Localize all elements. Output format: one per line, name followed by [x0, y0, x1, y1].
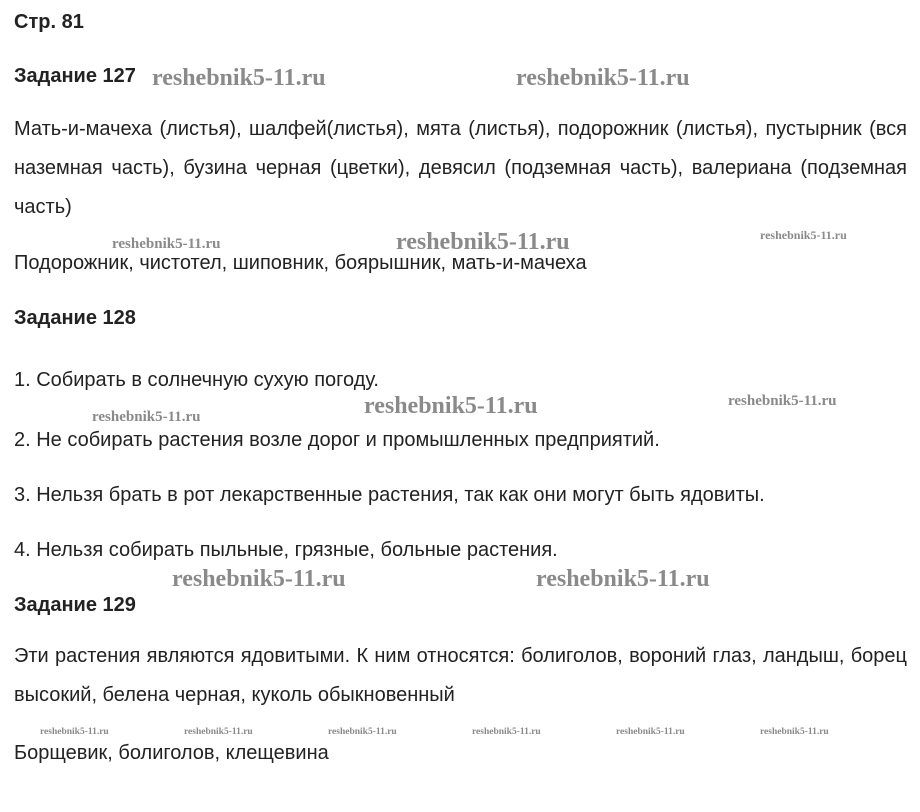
task-127-heading: Задание 127 [14, 65, 136, 87]
watermark: reshebnik5-11.ru [328, 727, 397, 737]
task-128-item-3: 3. Нельзя брать в рот лекарственные растения, так как они могут быть ядовиты. [14, 484, 765, 506]
watermark: reshebnik5-11.ru [760, 228, 847, 242]
task-128-item-4: 4. Нельзя собирать пыльные, грязные, больные растения. [14, 539, 558, 561]
watermark: reshebnik5-11.ru [112, 236, 221, 252]
task-127-answer-1: Мать-и-мачеха (листья), шалфей(листья), мята (листья), подорожник (листья), пустырник (вся наземная часть), бузина черная (цветки), девясил (подземная часть), валериана (подземная часть) [14, 118, 907, 218]
watermark: reshebnik5-11.ru [184, 727, 253, 737]
page-title: Стр. 81 [14, 11, 84, 33]
task-128-heading: Задание 128 [14, 307, 136, 329]
task-129-heading: Задание 129 [14, 594, 136, 616]
watermark: reshebnik5-11.ru [616, 727, 685, 737]
watermark: reshebnik5-11.ru [536, 566, 710, 592]
watermark: reshebnik5-11.ru [396, 229, 570, 255]
watermark: reshebnik5-11.ru [516, 65, 690, 91]
task-129-answer-1: Эти растения являются ядовитыми. К ним относятся: болиголов, вороний глаз, ландыш, борец высокий, белена черная, куколь обыкновенный [14, 645, 907, 706]
task-128-item-2: 2. Не собирать растения возле дорог и промышленных предприятий. [14, 429, 660, 451]
task-129-answer-2: Борщевик, болиголов, клещевина [14, 742, 329, 764]
watermark: reshebnik5-11.ru [40, 727, 109, 737]
watermark: reshebnik5-11.ru [472, 727, 541, 737]
watermark: reshebnik5-11.ru [760, 727, 829, 737]
watermark: reshebnik5-11.ru [364, 393, 538, 419]
watermark: reshebnik5-11.ru [92, 409, 201, 425]
watermark: reshebnik5-11.ru [728, 393, 837, 409]
task-128-item-1: 1. Собирать в солнечную сухую погоду. [14, 369, 379, 391]
watermark: reshebnik5-11.ru [172, 566, 346, 592]
watermark: reshebnik5-11.ru [152, 65, 326, 91]
task-127-answer-2: Подорожник, чистотел, шиповник, боярышник, мать-и-мачеха [14, 252, 587, 274]
